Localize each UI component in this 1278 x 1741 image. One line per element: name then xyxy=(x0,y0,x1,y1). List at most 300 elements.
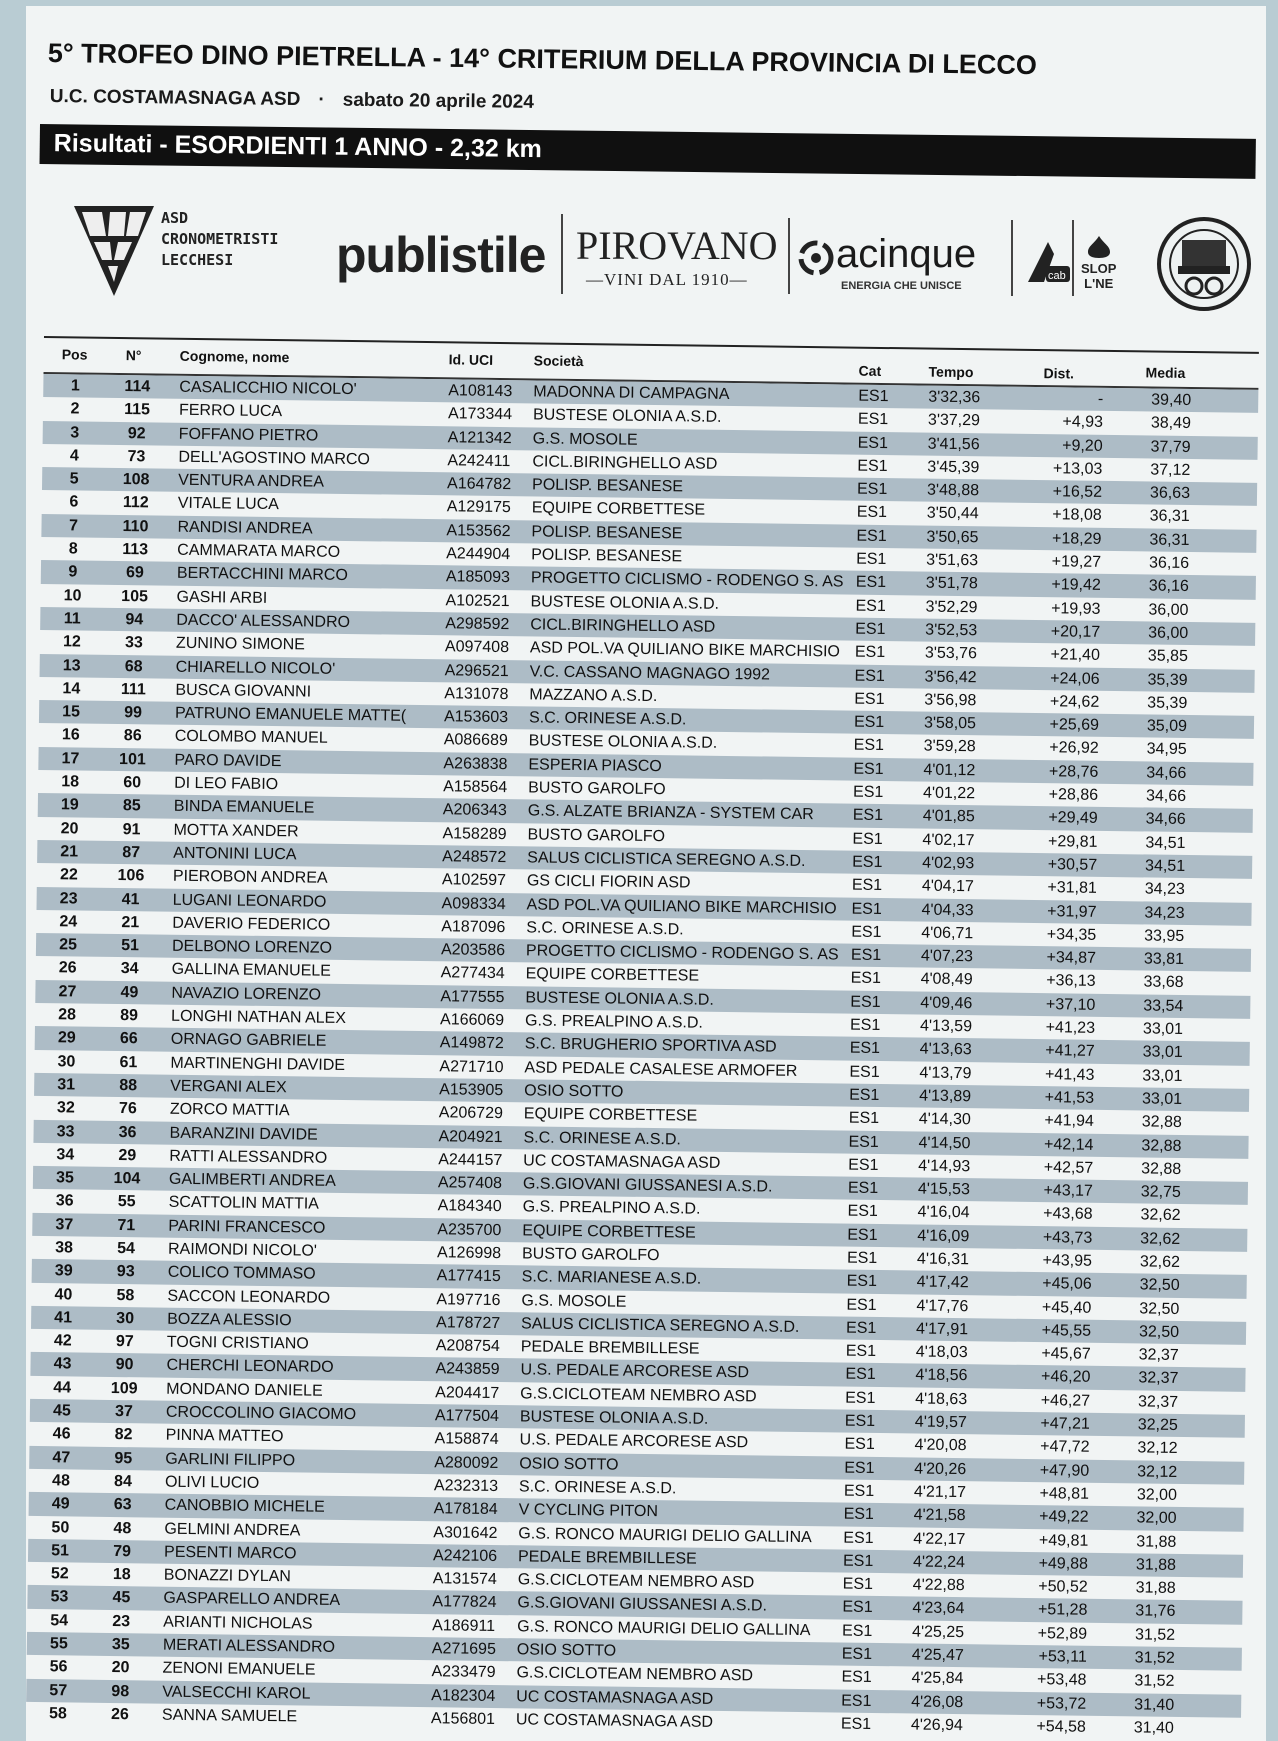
uci-cell: A206729 xyxy=(438,1104,504,1123)
gap-cell: +48,81 xyxy=(1039,1485,1090,1503)
uci-cell: A233479 xyxy=(431,1663,496,1682)
gap-cell: +43,68 xyxy=(1043,1205,1093,1224)
avg-speed-cell: 32,75 xyxy=(1140,1183,1181,1202)
cat-cell: ES1 xyxy=(855,597,886,615)
bib-cell: 20 xyxy=(111,1659,130,1677)
name-cell: GALIMBERTI ANDREA xyxy=(168,1170,336,1190)
name-cell: GALLINA EMANUELE xyxy=(171,961,331,981)
name-cell: BONAZZI DYLAN xyxy=(163,1566,292,1586)
society-cell: BUSTESE OLONIA A.S.D. xyxy=(532,406,722,427)
time-cell: 3'51,63 xyxy=(926,551,979,570)
avg-speed-cell: 35,39 xyxy=(1147,694,1188,712)
col-society-header: Società xyxy=(533,352,584,370)
society-cell: ASD POL.VA QUILIANO BIKE MARCHISIO xyxy=(526,895,837,917)
bib-cell: 45 xyxy=(112,1589,131,1607)
cat-cell: ES1 xyxy=(851,876,883,895)
time-cell: 3'37,29 xyxy=(927,411,981,430)
uci-cell: A153603 xyxy=(443,708,509,727)
gap-cell: +45,67 xyxy=(1041,1345,1091,1363)
time-cell: 3'48,88 xyxy=(926,481,980,500)
uci-cell: A129175 xyxy=(446,498,511,517)
society-cell: PROGETTO CICLISMO - RODENGO S. AS xyxy=(525,942,839,964)
gap-cell: +41,43 xyxy=(1044,1065,1095,1084)
bib-cell: 58 xyxy=(116,1286,135,1304)
cat-cell: ES1 xyxy=(853,737,885,755)
name-cell: VITALE LUCA xyxy=(177,495,279,514)
bib-cell: 106 xyxy=(117,867,145,885)
cat-cell: ES1 xyxy=(845,1389,876,1407)
name-cell: MONDANO DANIELE xyxy=(166,1380,323,1400)
name-cell: DI LEO FABIO xyxy=(174,774,279,794)
avg-speed-cell: 32,00 xyxy=(1136,1486,1178,1504)
pos-cell: 11 xyxy=(63,610,81,628)
cat-cell: ES1 xyxy=(856,480,888,499)
pos-cell: 10 xyxy=(63,586,82,605)
time-cell: 4'20,26 xyxy=(914,1460,967,1478)
uci-cell: A156801 xyxy=(430,1710,496,1728)
time-cell: 4'20,08 xyxy=(914,1436,967,1455)
gap-cell: +19,93 xyxy=(1051,599,1101,618)
pos-cell: 26 xyxy=(58,959,77,977)
gap-cell: +25,69 xyxy=(1049,716,1100,734)
name-cell: VERGANI ALEX xyxy=(170,1077,287,1097)
society-cell: BUSTO GAROLFO xyxy=(528,779,666,799)
cat-cell: ES1 xyxy=(850,993,881,1011)
cat-cell: ES1 xyxy=(846,1296,877,1314)
bib-cell: 51 xyxy=(121,937,140,955)
uci-cell: A149872 xyxy=(439,1034,504,1053)
uci-cell: A153562 xyxy=(446,522,511,540)
uci-cell: A187096 xyxy=(441,918,506,936)
gap-cell: +47,21 xyxy=(1040,1415,1090,1433)
avg-speed-cell: 37,12 xyxy=(1150,461,1191,479)
avg-speed-cell: 33,95 xyxy=(1144,927,1185,945)
time-cell: 4'09,46 xyxy=(920,994,973,1012)
name-cell: ARIANTI NICHOLAS xyxy=(163,1613,313,1633)
avg-speed-cell: 36,31 xyxy=(1149,507,1190,526)
society-cell: G.S.CICLOTEAM NEMBRO ASD xyxy=(517,1571,755,1592)
name-cell: PIEROBON ANDREA xyxy=(172,867,328,887)
pos-cell: 39 xyxy=(54,1262,73,1280)
bib-cell: 101 xyxy=(118,750,146,769)
bib-cell: 21 xyxy=(121,913,140,932)
time-cell: 4'01,22 xyxy=(922,784,976,803)
cat-cell: ES1 xyxy=(854,643,886,662)
cat-cell: ES1 xyxy=(848,1109,880,1128)
gap-cell: +42,57 xyxy=(1043,1158,1094,1177)
publistile-logo: publistile xyxy=(336,227,546,283)
pirovano-logo: PIROVANO xyxy=(576,223,778,268)
society-cell: G.S. ALZATE BRIANZA - SYSTEM CAR xyxy=(527,802,814,824)
society-cell: PEDALE BREMBILLESE xyxy=(517,1548,697,1568)
gap-cell: +45,55 xyxy=(1041,1322,1092,1340)
event-date: sabato 20 aprile 2024 xyxy=(342,89,534,113)
name-cell: SCATTOLIN MATTIA xyxy=(168,1194,320,1214)
time-cell: 3'50,65 xyxy=(926,528,979,547)
avg-speed-cell: 36,00 xyxy=(1148,601,1189,619)
gap-cell: +29,49 xyxy=(1048,809,1098,828)
pos-cell: 38 xyxy=(55,1239,74,1257)
name-cell: DAVERIO FEDERICO xyxy=(172,914,331,934)
results-sheet xyxy=(26,6,1266,1741)
time-cell: 4'19,57 xyxy=(914,1413,967,1432)
cat-cell: ES1 xyxy=(848,1156,879,1174)
society-cell: SALUS CICLISTICA SEREGNO A.S.D. xyxy=(527,849,806,870)
bib-cell: 85 xyxy=(122,797,141,815)
avg-speed-cell: 31,88 xyxy=(1135,1556,1177,1574)
gap-cell: +19,27 xyxy=(1051,553,1102,571)
bib-cell: 92 xyxy=(127,424,146,442)
name-cell: LUGANI LEONARDO xyxy=(172,891,327,911)
cat-cell: ES1 xyxy=(849,1086,880,1104)
acinque-swirl-icon xyxy=(798,240,834,276)
name-cell: FOFFANO PIETRO xyxy=(178,425,319,445)
gap-cell: +49,22 xyxy=(1039,1508,1089,1527)
society-cell: ASD PEDALE CASALESE ARMOFER xyxy=(524,1058,798,1080)
category-banner xyxy=(40,124,1256,179)
society-cell: PEDALE BREMBILLESE xyxy=(520,1338,700,1358)
cat-cell: ES1 xyxy=(849,1039,881,1058)
society-cell: OSIO SOTTO xyxy=(519,1454,619,1474)
gap-cell: +49,81 xyxy=(1038,1531,1089,1550)
divider xyxy=(1011,220,1013,296)
society-cell: G.S.CICLOTEAM NEMBRO ASD xyxy=(516,1664,754,1685)
avg-speed-cell: 34,66 xyxy=(1145,810,1186,829)
name-cell: DELBONO LORENZO xyxy=(171,937,333,957)
society-cell: CICL.BIRINGHELLO ASD xyxy=(530,616,716,636)
avg-speed-cell: 35,85 xyxy=(1147,647,1189,666)
time-cell: 4'17,76 xyxy=(916,1297,969,1315)
pos-cell: 23 xyxy=(59,889,78,908)
table-body xyxy=(26,374,1258,1741)
bib-cell: 112 xyxy=(122,494,149,512)
uci-cell: A243859 xyxy=(435,1360,500,1379)
gap-cell: +24,62 xyxy=(1049,693,1100,711)
avg-speed-cell: 34,66 xyxy=(1146,764,1187,782)
avg-speed-cell: 32,37 xyxy=(1137,1393,1179,1411)
cat-cell: ES1 xyxy=(856,504,888,522)
cat-cell: ES1 xyxy=(843,1505,875,1524)
uci-cell: A164782 xyxy=(446,475,512,494)
gap-cell: +49,88 xyxy=(1038,1554,1089,1573)
pos-cell: 52 xyxy=(50,1565,69,1583)
society-cell: ASD POL.VA QUILIANO BIKE MARCHISIO xyxy=(529,639,841,661)
society-cell: BUSTESE OLONIA A.S.D. xyxy=(525,989,714,1009)
society-cell: GS CICLI FIORIN ASD xyxy=(526,872,691,892)
cat-cell: ES1 xyxy=(842,1552,874,1570)
name-cell: BARANZINI DAVIDE xyxy=(169,1124,318,1144)
society-cell: PROGETTO CICLISMO - RODENGO S. AS xyxy=(530,569,844,591)
uci-cell: A280092 xyxy=(434,1453,499,1472)
avg-speed-cell: 33,01 xyxy=(1142,1067,1183,1085)
society-cell: S.C. ORINESE A.S.D. xyxy=(518,1478,677,1498)
name-cell: CAMMARATA MARCO xyxy=(177,541,341,561)
gap-cell: +51,28 xyxy=(1037,1601,1088,1620)
cat-cell: ES1 xyxy=(844,1459,875,1477)
pos-cell: 31 xyxy=(57,1076,76,1094)
time-cell: 4'02,17 xyxy=(922,831,975,849)
col-num-header: N° xyxy=(125,347,142,364)
cat-cell: ES1 xyxy=(841,1668,872,1687)
uci-cell: A102597 xyxy=(441,871,507,890)
avg-speed-cell: 31,76 xyxy=(1135,1602,1176,1621)
time-cell: 4'14,50 xyxy=(918,1134,971,1152)
name-cell: OLIVI LUCIO xyxy=(164,1473,260,1492)
uci-cell: A178727 xyxy=(436,1314,501,1332)
gap-cell: +16,52 xyxy=(1052,483,1103,502)
pos-cell: 29 xyxy=(57,1029,76,1047)
bib-cell: 105 xyxy=(121,587,149,606)
uci-cell: A301642 xyxy=(433,1523,498,1542)
flame-icon xyxy=(1084,236,1114,258)
name-cell: ZORCO MATTIA xyxy=(169,1100,290,1120)
bib-cell: 61 xyxy=(119,1053,138,1071)
gap-cell: +36,13 xyxy=(1046,972,1096,991)
uci-cell: A173344 xyxy=(447,405,513,424)
name-cell: CHIARELLO NICOLO' xyxy=(175,658,336,678)
time-cell: 3'58,05 xyxy=(923,714,977,733)
uci-cell: A186911 xyxy=(432,1616,496,1635)
avg-speed-cell: 34,23 xyxy=(1144,880,1185,899)
time-cell: 4'07,23 xyxy=(920,947,974,966)
name-cell: CASALICCHIO NICOLO' xyxy=(179,378,357,399)
uci-cell: A244904 xyxy=(446,545,511,564)
cat-cell: ES1 xyxy=(857,457,888,475)
gap-cell: +28,76 xyxy=(1048,762,1099,781)
cat-cell: ES1 xyxy=(841,1692,872,1710)
gap-cell: +43,17 xyxy=(1043,1182,1094,1200)
gap-cell: +28,86 xyxy=(1048,786,1099,804)
pos-cell: 56 xyxy=(49,1658,68,1676)
society-cell: EQUIPE CORBETTESE xyxy=(523,1105,698,1125)
pos-cell: 55 xyxy=(49,1635,68,1653)
gap-cell: +9,20 xyxy=(1062,436,1103,455)
pos-cell: 25 xyxy=(59,936,78,954)
time-cell: 4'04,17 xyxy=(921,877,974,896)
cat-cell: ES1 xyxy=(852,806,884,825)
pos-cell: 46 xyxy=(52,1425,71,1443)
asd-cronometristi-text: ASD CRONOMETRISTI LECCHESI xyxy=(161,209,279,269)
society-cell: G.S.CICLOTEAM NEMBRO ASD xyxy=(520,1385,757,1406)
cab-logo xyxy=(1024,236,1072,291)
name-cell: PARO DAVIDE xyxy=(174,751,282,770)
gap-cell: +53,48 xyxy=(1036,1671,1087,1690)
avg-speed-cell: 32,62 xyxy=(1139,1253,1181,1271)
pos-cell: 22 xyxy=(59,866,78,884)
bib-cell: 86 xyxy=(123,727,142,745)
pos-cell: 1 xyxy=(70,377,80,395)
name-cell: BINDA EMANUELE xyxy=(173,798,315,817)
divider xyxy=(561,214,563,294)
bib-cell: 23 xyxy=(112,1612,131,1630)
acinque-subtitle: ENERGIA CHE UNISCE xyxy=(841,280,962,292)
bib-cell: 30 xyxy=(116,1309,135,1328)
cat-cell: ES1 xyxy=(845,1319,877,1337)
uci-cell: A185093 xyxy=(445,568,511,587)
avg-speed-cell: 31,88 xyxy=(1135,1579,1176,1598)
cat-cell: ES1 xyxy=(858,387,889,406)
society-cell: ESPERIA PIASCO xyxy=(528,756,662,775)
time-cell: 4'14,93 xyxy=(918,1157,971,1175)
cat-cell: ES1 xyxy=(856,527,887,545)
gap-cell: +20,17 xyxy=(1050,623,1101,641)
bib-cell: 108 xyxy=(122,471,150,489)
gap-cell: +52,89 xyxy=(1037,1624,1088,1643)
time-cell: 3'56,98 xyxy=(924,691,977,710)
avg-speed-cell: 31,88 xyxy=(1136,1532,1177,1551)
time-cell: 4'14,30 xyxy=(918,1110,971,1129)
time-cell: 4'16,31 xyxy=(916,1250,970,1269)
subtitle xyxy=(50,86,534,114)
page-title: 5° TROFEO DINO PIETRELLA - 14° CRITERIUM DELLA PROVINCIA DI LECCO xyxy=(47,38,1038,81)
pos-cell: 51 xyxy=(51,1542,70,1560)
bib-cell: 95 xyxy=(114,1449,133,1467)
bib-cell: 111 xyxy=(120,680,146,699)
avg-speed-cell: 38,49 xyxy=(1150,414,1192,433)
gap-cell: +37,10 xyxy=(1045,995,1096,1014)
pos-cell: 16 xyxy=(61,726,80,744)
society-cell: U.S. PEDALE ARCORESE ASD xyxy=(520,1361,750,1382)
uci-cell: A158289 xyxy=(442,824,507,843)
society-cell: MADONNA DI CAMPAGNA xyxy=(533,383,730,403)
pos-cell: 18 xyxy=(61,773,80,791)
time-cell: 4'21,17 xyxy=(913,1483,967,1502)
pos-cell: 12 xyxy=(62,633,81,651)
gap-cell: +34,35 xyxy=(1046,926,1097,944)
cat-cell: ES1 xyxy=(850,970,882,988)
name-cell: ZENONI EMANUELE xyxy=(162,1659,316,1679)
name-cell: DACCO' ALESSANDRO xyxy=(176,611,351,631)
cat-cell: ES1 xyxy=(846,1249,878,1267)
avg-speed-cell: 34,51 xyxy=(1145,857,1186,875)
society-cell: BUSTESE OLONIA A.S.D. xyxy=(530,593,720,613)
avg-speed-cell: 32,88 xyxy=(1141,1113,1182,1132)
cat-cell: ES1 xyxy=(848,1133,879,1151)
bib-cell: 33 xyxy=(124,634,143,652)
gap-cell: +29,81 xyxy=(1047,832,1098,851)
slop-text: SLOP L'NE xyxy=(1081,261,1117,291)
uci-cell: A208754 xyxy=(435,1337,500,1356)
avg-speed-cell: 32,62 xyxy=(1140,1230,1181,1248)
avg-speed-cell: 34,66 xyxy=(1145,787,1187,806)
bib-cell: 29 xyxy=(118,1146,137,1165)
gap-cell: +45,40 xyxy=(1041,1298,1092,1317)
time-cell: 3'32,36 xyxy=(928,388,981,407)
avg-speed-cell: 31,52 xyxy=(1134,1649,1175,1667)
name-cell: GARLINI FILIPPO xyxy=(165,1450,296,1470)
pos-cell: 49 xyxy=(51,1495,70,1513)
name-cell: PESENTI MARCO xyxy=(163,1543,297,1563)
uci-cell: A158874 xyxy=(434,1430,499,1449)
society-cell: S.C. ORINESE A.S.D. xyxy=(526,919,684,939)
uci-cell: A102521 xyxy=(445,591,510,610)
bib-cell: 18 xyxy=(112,1566,131,1584)
bib-cell: 97 xyxy=(115,1333,134,1351)
time-cell: 4'16,09 xyxy=(917,1227,970,1245)
uci-cell: A126998 xyxy=(436,1244,502,1263)
time-cell: 4'22,17 xyxy=(913,1530,966,1548)
gap-cell: +53,72 xyxy=(1036,1694,1087,1713)
gap-cell: +46,20 xyxy=(1040,1368,1091,1387)
bib-cell: 104 xyxy=(113,1170,141,1188)
col-avg-header: Media xyxy=(1145,364,1186,381)
cat-cell: ES1 xyxy=(855,574,887,592)
name-cell: CANOBBIO MICHELE xyxy=(164,1496,325,1517)
name-cell: SANNA SAMUELE xyxy=(161,1706,298,1726)
uci-cell: A153905 xyxy=(439,1081,504,1099)
uci-cell: A177824 xyxy=(432,1593,497,1612)
society-cell: UC COSTAMASNAGA ASD xyxy=(516,1687,714,1708)
bib-cell: 36 xyxy=(118,1123,137,1141)
time-cell: 4'25,47 xyxy=(911,1646,964,1665)
uci-cell: A271710 xyxy=(439,1057,504,1076)
name-cell: NAVAZIO LORENZO xyxy=(171,984,322,1004)
pirovano-subtitle: —VINI DAL 1910— xyxy=(586,270,748,289)
uci-cell: A298592 xyxy=(445,615,510,634)
time-cell: 4'13,59 xyxy=(919,1017,973,1036)
society-cell: S.C. ORINESE A.S.D. xyxy=(528,709,687,729)
bib-cell: 99 xyxy=(124,704,143,722)
society-cell: BUSTO GAROLFO xyxy=(521,1245,660,1265)
slop-logo xyxy=(1081,236,1116,291)
name-cell: CROCCOLINO GIACOMO xyxy=(165,1403,357,1424)
cat-cell: ES1 xyxy=(854,690,885,708)
uci-cell: A257408 xyxy=(437,1174,503,1193)
gap-cell: +13,03 xyxy=(1052,460,1103,478)
time-cell: 4'25,84 xyxy=(911,1669,964,1688)
society-cell: MAZZANO A.S.D. xyxy=(529,686,658,705)
uci-cell: A178184 xyxy=(433,1500,498,1519)
bib-cell: 89 xyxy=(120,1007,139,1025)
gap-cell: +31,97 xyxy=(1047,902,1097,921)
bib-cell: 71 xyxy=(117,1216,136,1234)
time-cell: 4'18,03 xyxy=(915,1343,968,1362)
pos-cell: 44 xyxy=(53,1378,72,1397)
avg-speed-cell: 31,40 xyxy=(1134,1696,1175,1714)
society-cell: UC COSTAMASNAGA ASD xyxy=(523,1152,721,1172)
divider xyxy=(788,218,790,294)
society-cell: UC COSTAMASNAGA ASD xyxy=(515,1711,714,1731)
name-cell: RATTI ALESSANDRO xyxy=(169,1147,328,1167)
avg-speed-cell: 36,16 xyxy=(1148,554,1190,573)
cat-cell: ES1 xyxy=(857,434,889,452)
uci-cell: A203586 xyxy=(440,941,506,960)
avg-speed-cell: 35,09 xyxy=(1146,717,1188,736)
bib-cell: 73 xyxy=(127,447,146,466)
gap-cell: +4,93 xyxy=(1062,413,1104,432)
banner-label: Risultati - ESORDIENTI 1 ANNO - 2,32 km xyxy=(53,129,542,164)
society-cell: G.S. PREALPINO A.S.D. xyxy=(522,1198,701,1219)
pos-cell: 50 xyxy=(51,1518,70,1536)
name-cell: ANTONINI LUCA xyxy=(173,844,297,864)
avg-speed-cell: 36,63 xyxy=(1149,484,1191,503)
bib-cell: 115 xyxy=(124,401,151,419)
bib-cell: 54 xyxy=(117,1240,136,1258)
society-cell: POLISP. BESANESE xyxy=(531,546,683,566)
time-cell: 3'52,29 xyxy=(925,598,978,616)
name-cell: SACCON LEONARDO xyxy=(167,1287,331,1307)
time-cell: 3'59,28 xyxy=(923,738,976,756)
cat-cell: ES1 xyxy=(850,946,882,965)
cat-cell: ES1 xyxy=(851,923,882,941)
time-cell: 4'22,88 xyxy=(912,1576,965,1595)
club-seal-icon xyxy=(1156,216,1252,312)
time-cell: 4'26,08 xyxy=(911,1693,964,1711)
gap-cell: +45,06 xyxy=(1042,1275,1092,1294)
name-cell: PARINI FRANCESCO xyxy=(168,1217,326,1237)
uci-cell: A242106 xyxy=(432,1547,498,1565)
uci-cell: A131078 xyxy=(444,685,509,703)
